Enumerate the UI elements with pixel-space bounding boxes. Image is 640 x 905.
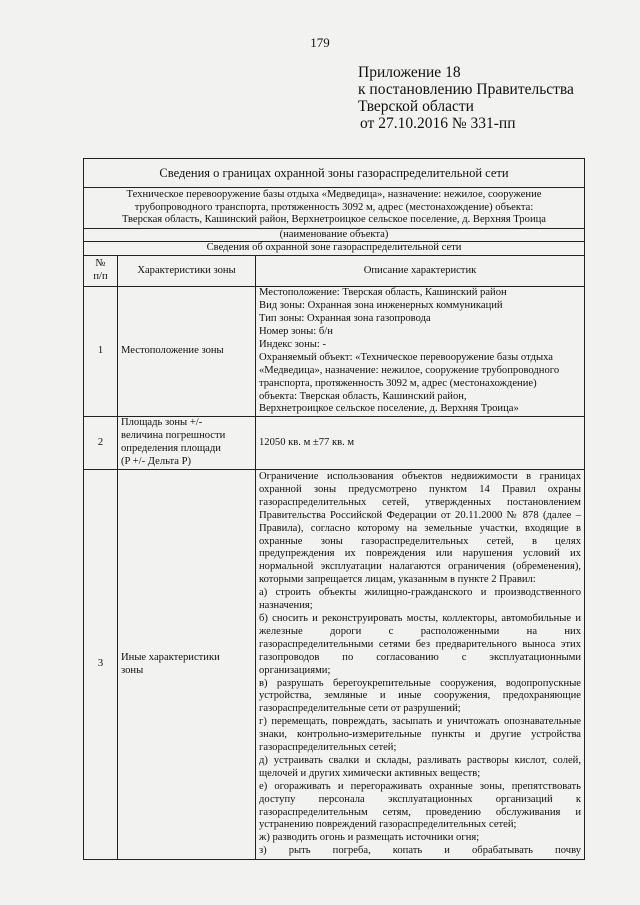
characteristic-line: величина погрешности	[121, 430, 226, 442]
appendix-region: Тверской области	[358, 98, 474, 115]
description-line: Вид зоны: Охранная зона инженерных коммуникаций	[259, 300, 503, 312]
object-line: Тверская область, Кашинский район, Верхнетроицкое сельское поселение, д. Верхняя Троица	[122, 214, 547, 225]
object-caption: (наименование объекта)	[84, 228, 585, 242]
description-line: ж) разводить огонь и размещать источники огня;	[259, 832, 480, 844]
description-line: газораспределительным сетям, проведению обслуживания и	[259, 806, 582, 818]
object-line: Техническое перевооружение базы отдыха «Медведица», назначение: нежилое, сооружение	[126, 189, 542, 200]
description-line: доступу персонала эксплуатационных организаций к	[259, 793, 582, 805]
description-line: объекта: Тверская область, Кашинский район,	[259, 390, 467, 402]
table-title: Сведения о границах охранной зоны газораспределительной сети	[84, 159, 585, 188]
header-description: Описание характеристик	[256, 256, 585, 287]
section-heading: Сведения об охранной зоне газораспределительной сети	[84, 242, 585, 256]
row-number: 2	[84, 417, 118, 470]
header-characteristic: Характеристики зоны	[118, 256, 256, 287]
description-line: газораспределительными сетями без предварительного выноса этих	[259, 638, 582, 650]
description-line: газопроводов по согласованию с эксплуатационными	[259, 651, 582, 663]
description-line: нормальной эксплуатации налагаются ограничения (обременения),	[259, 561, 582, 573]
description-line: устранению повреждений газораспределительных сетей;	[259, 819, 517, 831]
description-line: Местоположение: Тверская область, Кашинский район	[259, 287, 507, 299]
appendix-title: Приложение 18	[358, 64, 461, 81]
description-line: организациями;	[259, 664, 331, 676]
appendix-resolution: к постановлению Правительства	[358, 81, 574, 98]
description-line: б) сносить и реконструировать мосты, коллекторы, автомобильные и	[259, 612, 582, 624]
description-line: газораспределительных сетей;	[259, 742, 397, 754]
page-number: 179	[310, 35, 330, 50]
description-line: газораспределительные сети от разрушений;	[259, 703, 461, 715]
table-row	[84, 470, 585, 860]
row-description: 12050 кв. м ±77 кв. м	[256, 417, 585, 470]
appendix-header	[358, 64, 574, 132]
description-line: в) разрушать берегоукрепительные сооружения, водопропускные	[259, 677, 582, 689]
table-row	[84, 287, 585, 417]
row-characteristic: Местоположение зоны	[118, 287, 256, 417]
description-line: «Медведица», назначение: нежилое, сооружение трубопроводного	[259, 364, 560, 376]
row-characteristic	[118, 417, 256, 470]
description-line: охранной зоны предусмотрено пунктом 14 Правил охраны	[259, 483, 582, 495]
description-line: устройства, земляные и иные сооружения, предохраняющие	[259, 690, 582, 702]
characteristic-line: определения площади	[121, 443, 221, 455]
table-row	[84, 417, 585, 470]
characteristic-line: Иные характеристики	[121, 651, 220, 663]
appendix-date: от 27.10.2016 № 331-пп	[360, 115, 516, 132]
description-line: предупреждения их повреждения или нарушения условий их	[259, 548, 582, 560]
row-description	[256, 287, 585, 417]
description-line: Номер зоны: б/н	[259, 326, 333, 338]
header-number-abbr: п/п	[93, 271, 108, 283]
description-line: е) огораживать и перегораживать охранные зоны, препятствовать	[259, 780, 582, 792]
object-name	[84, 188, 585, 229]
description-line: Верхнетроицкое сельское поселение, д. Верхняя Троица»	[259, 403, 519, 415]
description-line: железные дороги с расположенными на них	[259, 625, 582, 637]
description-line: а) строить объекты жилищно-гражданского и производственного	[259, 587, 582, 599]
description-line: з) рыть погреба, копать и обрабатывать почву	[259, 845, 582, 857]
description-line: транспорта, протяженность 3092 м, адрес (местонахождение)	[259, 377, 537, 389]
description-line: Ограничение использования объектов недвижимости в границах	[259, 471, 582, 482]
description-line: газораспределительных сетей, утвержденных постановлением	[259, 496, 582, 508]
characteristic-line: Площадь зоны +/-	[121, 417, 203, 429]
characteristic-line: (P +/- Дельта P)	[121, 456, 192, 468]
row-number: 1	[84, 287, 118, 417]
row-number: 3	[84, 470, 118, 860]
description-line: назначения;	[259, 600, 313, 612]
description-line: д) устраивать свалки и склады, разливать растворы кислот, солей,	[259, 754, 582, 766]
description-line: знаки, контрольно-измерительные пункты и другие устройства	[259, 729, 582, 741]
description-line: г) перемещать, повреждать, засыпать и уничтожать опознавательные	[259, 716, 582, 728]
object-line: трубопроводного транспорта, протяженность 3092 м, адрес (местонахождение) объекта:	[134, 201, 534, 213]
characteristic-line: зоны	[121, 664, 144, 676]
header-number	[84, 256, 118, 287]
header-number-symbol: №	[95, 258, 106, 270]
description-line: Индекс зоны: -	[259, 338, 326, 350]
description-line: Охраняемый объект: «Техническое перевооружение базы отдыха	[259, 351, 553, 363]
row-characteristic	[118, 470, 256, 860]
description-line: Тип зоны: Охранная зона газопровода	[259, 313, 431, 325]
description-line: Правительства Российской Федерации от 20.11.2000 № 878 (далее –	[259, 509, 582, 521]
description-line: которыми запрещается лицам, указанным в пункте 2 Правил:	[259, 574, 536, 586]
zone-table	[83, 158, 585, 860]
description-line: щелочей и других химически активных веществ;	[259, 767, 481, 779]
description-line: охранные зоны газораспределительных сетей, в целях	[259, 535, 582, 547]
description-line: Правила), согласно которому на земельные участки, входящие в	[259, 522, 582, 534]
row-description	[256, 470, 585, 860]
